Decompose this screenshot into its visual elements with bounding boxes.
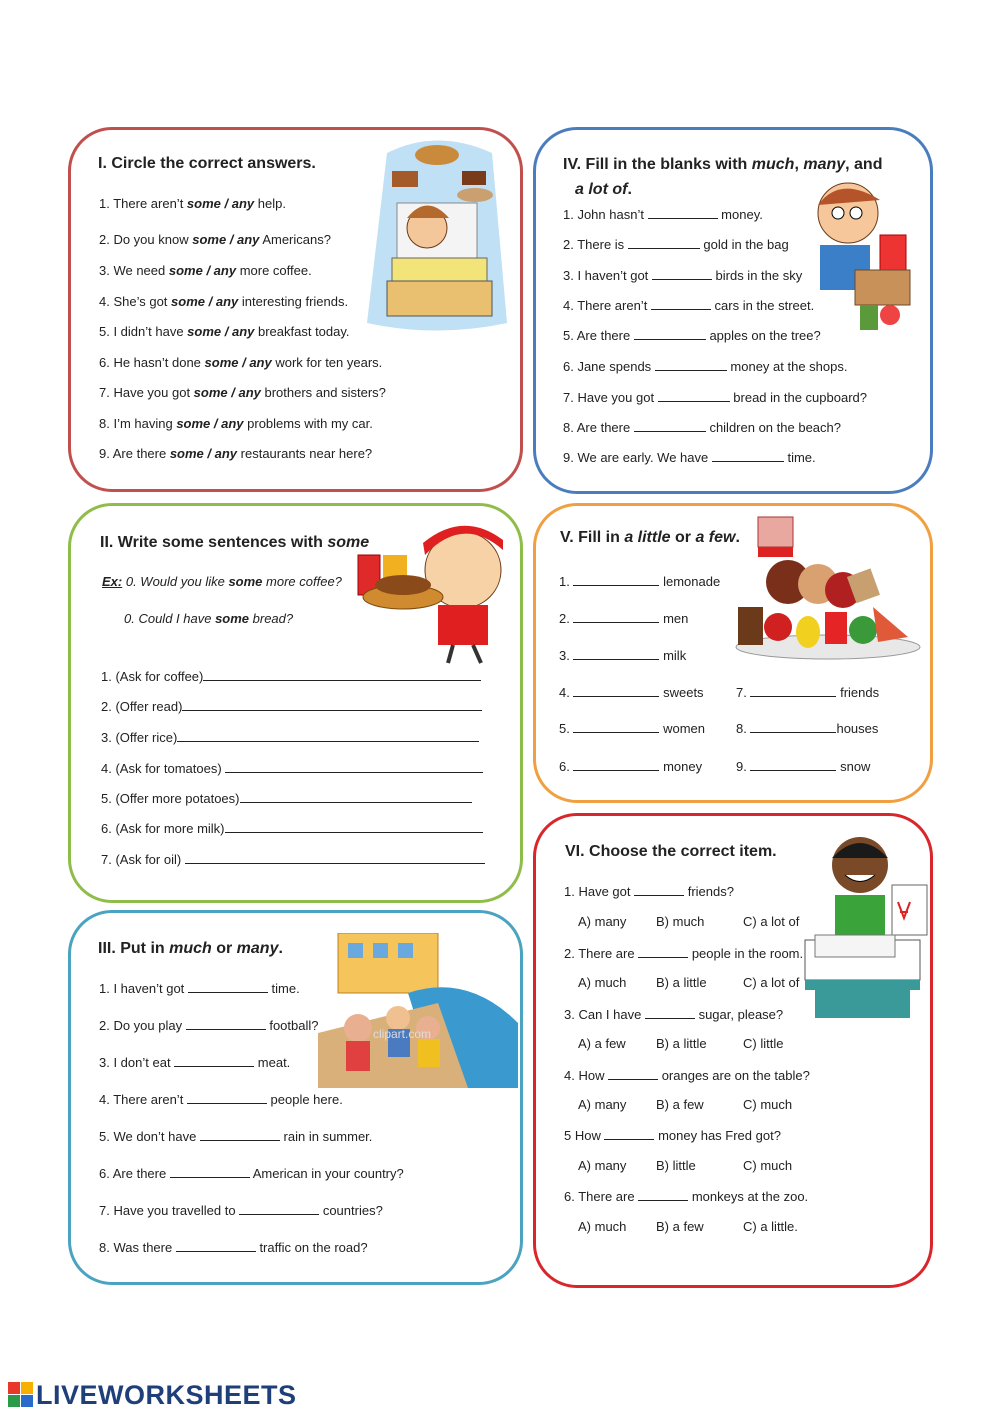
text: 6. There are [564,1189,639,1204]
s2-item [101,790,472,806]
text: 5. (Offer more potatoes) [101,791,240,806]
answer-blank[interactable] [652,267,712,280]
example-2: 0. Could I have some bread? [124,611,294,626]
answer-blank[interactable] [634,883,684,896]
s6-option-c[interactable] [743,1158,792,1173]
s5-item [736,758,870,774]
text: Americans? [259,232,331,247]
answer-blank[interactable] [750,758,836,771]
text: A) much [578,1219,627,1234]
text: brothers and sisters? [260,385,386,400]
answer-line[interactable] [177,729,479,742]
text: restaurants near here? [237,446,373,461]
text: 6. (Ask for more milk) [101,821,225,836]
s3-item [99,1054,290,1070]
answer-blank[interactable] [170,1165,250,1178]
s4-item [563,419,841,435]
text: C) a lot of [743,975,800,990]
s6-option-a[interactable] [578,1219,626,1234]
text: 4. (Ask for tomatoes) [101,761,226,776]
text: money [663,759,703,774]
choice-options: some / any [176,416,244,431]
text: time. [267,981,300,996]
s6-option-a[interactable] [578,1036,626,1051]
text: A) many [578,914,627,929]
text: A) many [578,1158,627,1173]
s2-item [101,729,479,745]
section-2-title: II. Write some sentences with some [100,534,370,551]
text: B) a few [656,1097,704,1112]
s4-item [563,267,802,283]
answer-blank[interactable] [658,389,730,402]
text: people here. [266,1092,343,1107]
text: snow [840,759,871,774]
s1-item [99,385,386,400]
answer-blank[interactable] [645,1006,695,1019]
answer-blank[interactable] [750,720,836,733]
s1-item [99,294,348,309]
example-1: Ex: 0. Would you like some more coffee? [102,574,342,589]
text: rain in summer. [279,1129,373,1144]
text: breakfast today. [254,324,350,339]
s6-question [564,883,734,899]
text: people in the room. [688,946,804,961]
text: friends [840,685,880,700]
text: sweets [663,685,704,700]
s6-option-c[interactable] [743,1097,792,1112]
food-pyramid-illustration [733,512,928,662]
text: 5. We don’t have [99,1129,200,1144]
text: B) much [656,914,705,929]
section-5-title: V. Fill in a little or a few. [560,529,740,546]
s1-item [99,355,382,370]
answer-blank[interactable] [638,1188,688,1201]
choice-options: some / any [187,324,255,339]
choice-options: some / any [171,294,239,309]
s6-option-c[interactable] [743,1219,798,1234]
s2-item [101,760,483,776]
s3-item [99,980,300,996]
text: 5. I didn’t have [99,324,188,339]
s5-item [736,720,878,736]
s3-item [99,1202,383,1218]
section-4-title: IV. Fill in the blanks with much, many, and [563,156,883,173]
s2-item [101,851,485,867]
s1-item [99,263,312,278]
s5-item [559,758,702,774]
text: 9. Are there [99,446,170,461]
s6-option-a[interactable] [578,1097,626,1112]
s6-option-b[interactable] [656,1097,704,1112]
s5-item [559,684,704,700]
text: 7. Have you travelled to [99,1203,240,1218]
answer-line[interactable] [182,698,482,711]
text: friends? [684,884,734,899]
s6-option-a[interactable] [578,975,626,990]
text: B) a little [656,975,707,990]
choice-options: some / any [168,263,237,278]
s6-option-b[interactable] [656,1219,704,1234]
text: problems with my car. [243,416,373,431]
answer-blank[interactable] [634,419,706,432]
text: 3. (Offer rice) [101,730,178,745]
s6-option-b[interactable] [656,1036,707,1051]
choice-options: some / any [169,446,238,461]
text: more coffee. [236,263,312,278]
answer-blank[interactable] [174,1054,254,1067]
s3-item [99,1239,368,1255]
text: houses [836,721,879,736]
s2-item [101,698,482,714]
liveworksheets-logo: LIVEWORKSHEETS [8,1380,297,1411]
s6-option-c[interactable] [743,975,799,990]
text: 3. Can I have [564,1007,645,1022]
section-1-title: I. Circle the correct answers. [98,155,316,172]
text: 4. She’s got [99,294,172,309]
answer-blank[interactable] [239,1202,319,1215]
text: 4. There aren’t [99,1092,187,1107]
answer-blank[interactable] [573,647,659,660]
s4-item [563,358,847,374]
text: C) a little. [743,1219,798,1234]
text: 9. [736,759,747,774]
answer-blank[interactable] [604,1127,654,1140]
s5-item [559,720,705,736]
text: 2. Do you play [99,1018,186,1033]
s4-item [563,389,867,405]
s1-item [99,232,331,247]
choice-options: some / any [193,385,261,400]
text: money at the shops. [726,359,848,374]
text: C) much [743,1158,793,1173]
s4-item [563,297,814,313]
s6-question [564,1006,783,1022]
choice-options: some / any [186,196,255,211]
text: 2. [559,611,570,626]
text: 5. [559,721,570,736]
answer-blank[interactable] [712,449,784,462]
text: 7. (Ask for oil) [101,852,185,867]
text: A) many [578,1097,627,1112]
text: money has Fred got? [654,1128,781,1143]
text: work for ten years. [271,355,383,370]
text: B) a little [656,1036,707,1051]
s4-item [563,327,821,343]
s5-item [559,610,688,626]
s6-option-a[interactable] [578,914,626,929]
boy-with-burger-illustration [353,515,523,665]
student-with-a-plus-illustration [800,830,930,1025]
text: 1. [559,574,570,589]
answer-line[interactable] [225,760,483,773]
s6-question [564,1067,810,1083]
s1-item [99,446,372,461]
text: 4. How [564,1068,609,1083]
answer-blank[interactable] [651,297,711,310]
text: oranges are on the table? [658,1068,810,1083]
s6-option-b[interactable] [656,914,704,929]
s3-item [99,1091,343,1107]
text: meat. [254,1055,291,1070]
text: 3. I don’t eat [99,1055,175,1070]
text: 8. [736,721,747,736]
answer-blank[interactable] [573,573,659,586]
s3-item [99,1017,318,1033]
s6-option-c[interactable] [743,914,799,929]
s1-item [99,324,350,339]
text: 3. [559,648,570,663]
text: 5 How [564,1128,605,1143]
answer-line[interactable] [203,668,481,681]
answer-blank[interactable] [638,945,688,958]
text: 8. I’m having [99,416,177,431]
answer-blank[interactable] [573,758,659,771]
answer-blank[interactable] [176,1239,256,1252]
answer-line[interactable] [240,790,472,803]
choice-options: some / any [204,355,272,370]
text: 1. There aren’t [99,196,187,211]
text: milk [663,648,687,663]
s1-item [99,416,373,431]
text: 1. Have got [564,884,635,899]
text: apples on the tree? [705,328,821,343]
answer-blank[interactable] [186,1017,266,1030]
answer-line[interactable] [225,820,483,833]
s6-question [564,1127,781,1143]
text: 8. Are there [563,420,634,435]
text: 2. There are [564,946,639,961]
text: help. [254,196,286,211]
liveworksheets-logo-icon [8,1382,34,1408]
s6-option-c[interactable] [743,1036,783,1051]
s2-item [101,668,481,684]
text: lemonade [663,574,721,589]
text: monkeys at the zoo. [688,1189,809,1204]
answer-blank[interactable] [187,1091,267,1104]
text: C) little [743,1036,784,1051]
answer-blank[interactable] [628,236,700,249]
text: 8. Was there [99,1240,176,1255]
s4-item [563,206,763,222]
text: B) little [656,1158,696,1173]
text: 1. John hasn’t [563,207,648,222]
s6-question [564,1188,808,1204]
s1-item [99,196,286,211]
section-3-title: III. Put in much or many. [98,940,283,957]
text: 6. Jane spends [563,359,655,374]
text: 9. We are early. We have [563,450,712,465]
s3-item [99,1165,404,1181]
text: 4. There aren’t [563,298,651,313]
s6-option-b[interactable] [656,975,707,990]
text: 6. He hasn’t done [99,355,205,370]
text: 6. [559,759,570,774]
s5-item [559,647,686,663]
text: 2. Do you know [99,232,193,247]
answer-blank[interactable] [648,206,718,219]
s6-question [564,945,803,961]
text: 2. There is [563,237,628,252]
text: 7. Have you got [99,385,194,400]
text: interesting friends. [238,294,349,309]
text: football? [265,1018,319,1033]
text: sugar, please? [694,1007,784,1022]
boy-in-bed-illustration [357,133,517,343]
answer-blank[interactable] [634,327,706,340]
text: bread in the cupboard? [729,390,867,405]
text: 7. [736,685,747,700]
s6-option-b[interactable] [656,1158,696,1173]
text: 1. I haven’t got [99,981,188,996]
text: 2. (Offer read) [101,699,183,714]
choice-options: some / any [192,232,260,247]
answer-blank[interactable] [200,1128,280,1141]
s6-option-a[interactable] [578,1158,626,1173]
text: A) a few [578,1036,626,1051]
text: American in your country? [249,1166,404,1181]
text: 1. (Ask for coffee) [101,669,204,684]
text: 6. Are there [99,1166,170,1181]
text: 3. We need [99,263,169,278]
answer-blank[interactable] [608,1067,658,1080]
answer-blank[interactable] [750,684,836,697]
s5-item [736,684,879,700]
text: 7. Have you got [563,390,658,405]
s4-item [563,449,816,465]
section-6-title: VI. Choose the correct item. [565,843,777,860]
clipart-watermark: clipart.com [373,1027,432,1041]
s2-item [101,820,483,836]
section-4-title-line2: a lot of. [575,181,632,198]
text: men [663,611,689,626]
text: B) a few [656,1219,704,1234]
answer-blank[interactable] [573,720,659,733]
answer-line[interactable] [185,851,485,864]
s4-item [563,236,789,252]
text: countries? [319,1203,383,1218]
answer-blank[interactable] [573,684,659,697]
text: money. [717,207,763,222]
s5-item [559,573,720,589]
text: 5. Are there [563,328,634,343]
text: time. [783,450,816,465]
text: gold in the bag [699,237,789,252]
s3-item [99,1128,372,1144]
text: birds in the sky [711,268,803,283]
answer-blank[interactable] [188,980,268,993]
text: children on the beach? [705,420,841,435]
beach-cafe-illustration [318,933,518,1088]
text: C) much [743,1097,793,1112]
answer-blank[interactable] [573,610,659,623]
text: C) a lot of [743,914,800,929]
text: 3. I haven’t got [563,268,652,283]
text: women [663,721,706,736]
text: A) much [578,975,627,990]
answer-blank[interactable] [655,358,727,371]
text: traffic on the road? [255,1240,368,1255]
text: 4. [559,685,570,700]
boy-with-groceries-illustration [800,175,930,340]
text: cars in the street. [710,298,815,313]
